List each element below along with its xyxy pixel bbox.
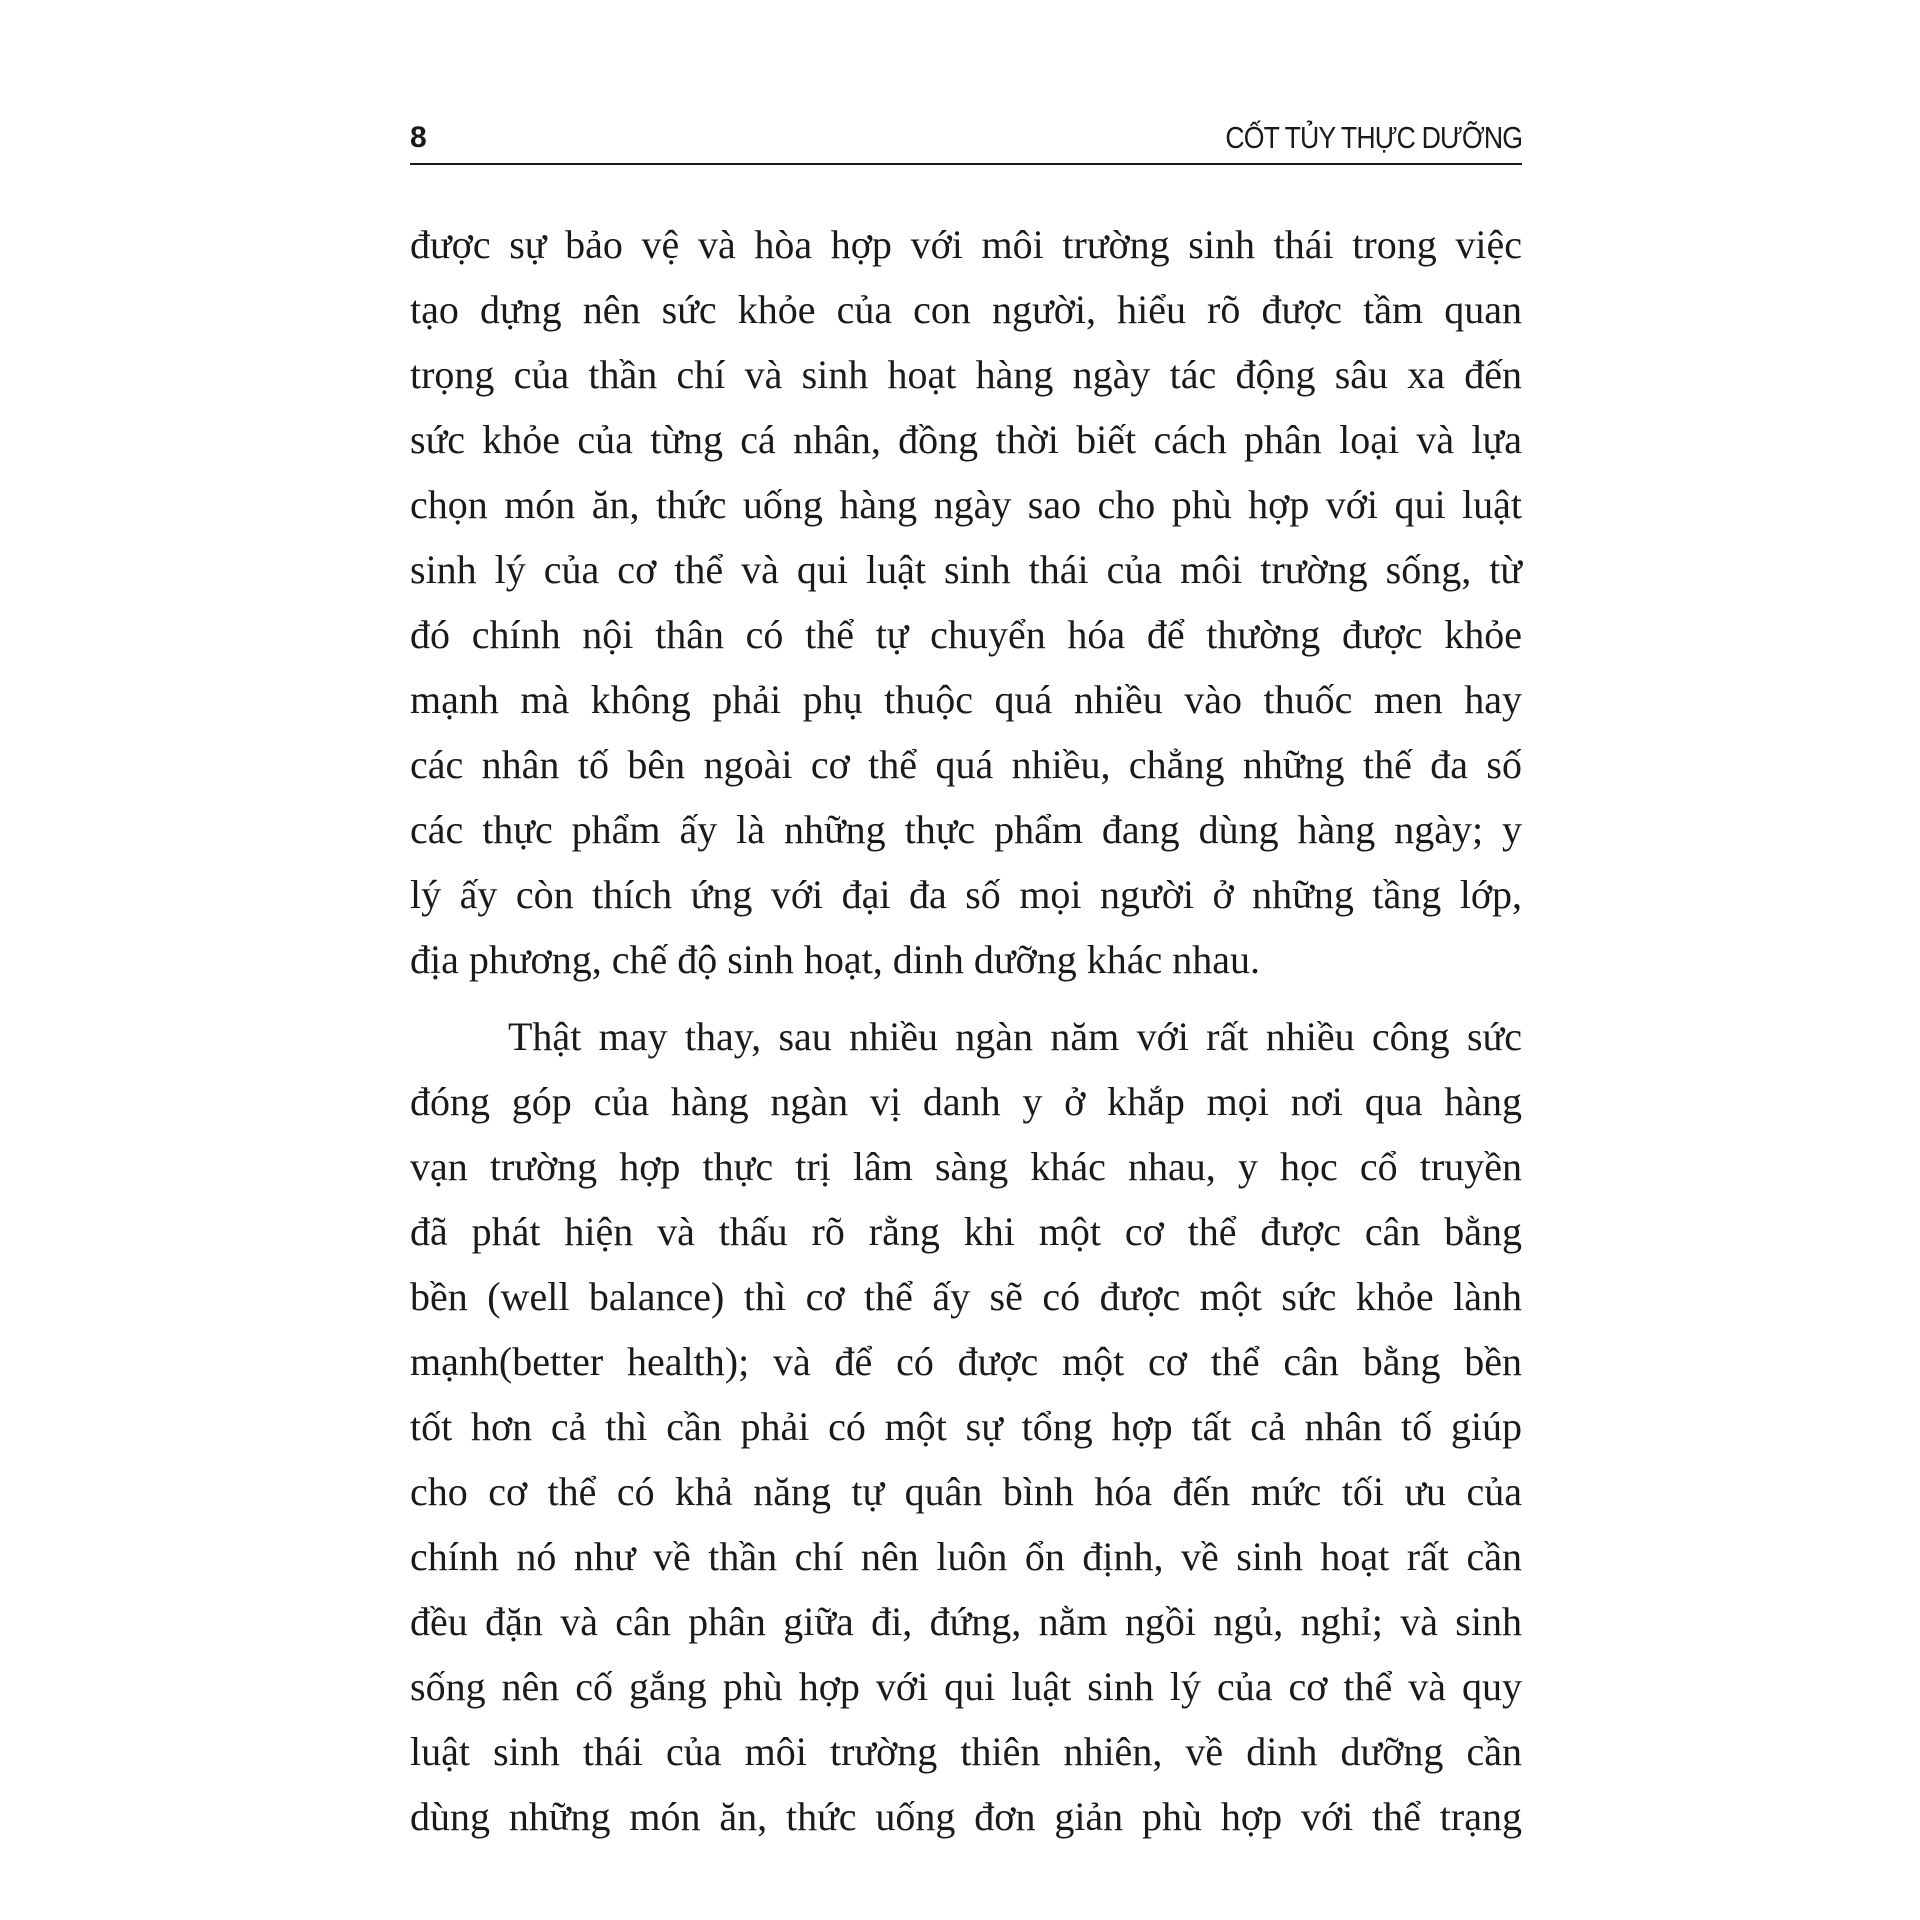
page-number: 8 bbox=[410, 121, 427, 154]
text-line: tốt hơn cả thì cần phải có một sự tổng hợp tất cả nhân tố giúp bbox=[410, 1404, 1522, 1449]
text-line: mạnh(better health); và để có được một cơ thể cân bằng bền bbox=[410, 1339, 1522, 1384]
text-line: Thật may thay, sau nhiều ngàn năm với rất nhiều công sức bbox=[508, 1014, 1522, 1059]
text-line: lý ấy còn thích ứng với đại đa số mọi người ở những tầng lớp, bbox=[410, 872, 1522, 917]
paragraph-gap bbox=[410, 992, 1522, 1004]
text-line: sức khỏe của từng cá nhân, đồng thời biết cách phân loại và lựa bbox=[410, 417, 1522, 462]
text-line: sinh lý của cơ thể và qui luật sinh thái của môi trường sống, từ bbox=[410, 547, 1522, 592]
page-header bbox=[410, 110, 1522, 162]
text-line: sống nên cố gắng phù hợp với qui luật sinh lý của cơ thể và quy bbox=[410, 1664, 1522, 1709]
body-text bbox=[410, 212, 1522, 1849]
text-line: mạnh mà không phải phụ thuộc quá nhiều vào thuốc men hay bbox=[410, 677, 1522, 722]
text-line: chính nó như về thần chí nên luôn ổn định, về sinh hoạt rất cần bbox=[410, 1534, 1522, 1579]
text-line: dùng những món ăn, thức uống đơn giản phù hợp với thể trạng bbox=[410, 1794, 1522, 1839]
text-line: địa phương, chế độ sinh hoạt, dinh dưỡng khác nhau. bbox=[410, 937, 1260, 982]
text-line: đóng góp của hàng ngàn vị danh y ở khắp mọi nơi qua hàng bbox=[410, 1079, 1522, 1124]
text-line: các nhân tố bên ngoài cơ thể quá nhiều, chẳng những thế đa số bbox=[410, 742, 1522, 787]
text-line: đó chính nội thân có thể tự chuyển hóa để thường được khỏe bbox=[410, 612, 1522, 657]
text-line: chọn món ăn, thức uống hàng ngày sao cho phù hợp với qui luật bbox=[410, 482, 1522, 527]
text-line: cho cơ thể có khả năng tự quân bình hóa đến mức tối ưu của bbox=[410, 1469, 1522, 1514]
text-line: trọng của thần chí và sinh hoạt hàng ngày tác động sâu xa đến bbox=[410, 352, 1522, 397]
text-line: vạn trường hợp thực trị lâm sàng khác nhau, y học cổ truyền bbox=[410, 1144, 1522, 1189]
text-line: luật sinh thái của môi trường thiên nhiên, về dinh dưỡng cần bbox=[410, 1729, 1522, 1774]
text-line: tạo dựng nên sức khỏe của con người, hiểu rõ được tầm quan bbox=[410, 287, 1522, 332]
paragraph-2 bbox=[410, 1004, 1522, 1849]
text-line: được sự bảo vệ và hòa hợp với môi trường sinh thái trong việc bbox=[410, 222, 1522, 267]
paragraph-1 bbox=[410, 212, 1522, 992]
text-line: các thực phẩm ấy là những thực phẩm đang dùng hàng ngày; y bbox=[410, 807, 1522, 852]
text-line: đã phát hiện và thấu rõ rằng khi một cơ thể được cân bằng bbox=[410, 1209, 1522, 1254]
text-line: đều đặn và cân phân giữa đi, đứng, nằm ngồi ngủ, nghỉ; và sinh bbox=[410, 1599, 1522, 1644]
header-rule bbox=[410, 163, 1522, 165]
text-line: bền (well balance) thì cơ thể ấy sẽ có được một sức khỏe lành bbox=[410, 1274, 1522, 1319]
running-title: CỐT TỦY THỰC DƯỠNG bbox=[1225, 120, 1522, 155]
